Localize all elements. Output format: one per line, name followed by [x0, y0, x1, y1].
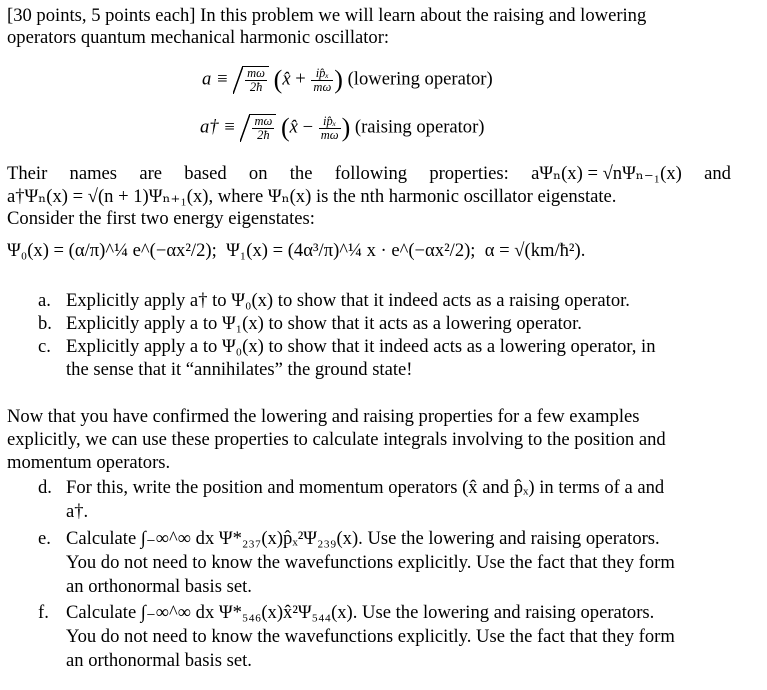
properties-word: and — [704, 163, 731, 184]
part-text-line: an orthonormal basis set. — [66, 650, 252, 671]
part-text: Explicitly apply a to Ψ₁(x) to show that it acts as a lowering operator. — [66, 313, 582, 334]
properties-line-3: Consider the first two energy eigenstates: — [7, 208, 315, 229]
raising-operator-equation: a† ≡ $\frac{m\omega}{2ħ}$ (x̂ − $\frac{\text{ip̂ₓ}}{m\omega}$ ) (raising operator) — [200, 113, 485, 142]
psi1-formula: Ψ₁(x) = (4α³/π)^¼ x · e^(−αx²/2); — [226, 240, 476, 261]
lowering-lhs: a ≡ — [202, 68, 229, 90]
properties-word: following — [334, 163, 408, 184]
sqrt-prefactor: $\frac{m\omega}{2ħ}$ — [240, 114, 276, 142]
properties-word: Their — [7, 163, 48, 184]
bridge-line-3: momentum operators. — [7, 452, 171, 473]
part-text-line: You do not need to know the wavefunctions explicitly. Use the fact that they form — [66, 552, 675, 573]
part-label: b. — [38, 313, 52, 334]
eigenstates-line — [7, 240, 585, 262]
bridge-line-2: explicitly, we can use these properties to calculate integrals involving to the position and — [7, 429, 666, 450]
part-label: c. — [38, 336, 51, 357]
lowering-note: (lowering operator) — [347, 68, 493, 90]
raising-note: (raising operator) — [354, 116, 485, 138]
properties-word: are — [139, 163, 163, 184]
part-text-line: You do not need to know the wavefunctions explicitly. Use the fact that they form — [66, 626, 675, 647]
part-label: a. — [38, 290, 51, 311]
properties-word: names — [69, 163, 118, 184]
sqrt-prefactor: $\frac{m\omega}{2ħ}$ — [233, 66, 269, 94]
part-label: e. — [38, 528, 51, 549]
properties-line-1 — [7, 163, 731, 185]
part-text-line: Calculate ∫₋∞^∞ dx Ψ*₂₃₇(x)p̂ₓ²Ψ₂₃₉(x). Use the lowering and raising operators. — [66, 528, 660, 549]
part-text-line: Calculate ∫₋∞^∞ dx Ψ*₅₄₆(x)x̂²Ψ₅₄₄(x). Use the lowering and raising operators. — [66, 602, 655, 623]
intro-line-2: operators quantum mechanical harmonic oscillator: — [7, 27, 390, 48]
psi0-formula: Ψ₀(x) = (α/π)^¼ e^(−αx²/2); — [7, 240, 217, 261]
part-text-line: an orthonormal basis set. — [66, 576, 252, 597]
part-text-continued: the sense that it “annihilates” the ground state! — [66, 359, 413, 380]
bridge-line-1: Now that you have confirmed the lowering and raising properties for a few examples — [7, 406, 640, 427]
properties-word: properties: — [429, 163, 509, 184]
properties-word: on — [248, 163, 268, 184]
part-text: Explicitly apply a to Ψ₀(x) to show that it indeed acts as a lowering operator, in — [66, 336, 656, 357]
alpha-definition: α = √(km/ħ²). — [484, 240, 586, 261]
properties-line-2: a†Ψₙ(x) = √(n + 1)Ψₙ₊₁(x), where Ψₙ(x) is the nth harmonic oscillator eigenstate. — [7, 186, 617, 207]
part-text-line: a†. — [66, 501, 89, 522]
part-label: f. — [38, 602, 49, 623]
properties-word: aΨₙ(x) = √nΨₙ₋₁(x) — [531, 163, 682, 184]
raising-lhs: a† ≡ — [200, 116, 236, 138]
part-text: Explicitly apply a† to Ψ₀(x) to show that it indeed acts as a raising operator. — [66, 290, 630, 311]
properties-word: based — [184, 163, 227, 184]
lowering-operator-equation: a ≡ $\frac{m\omega}{2ħ}$ (x̂ + $\frac{\text{ip̂ₓ}}{m\omega}$ ) (lowering operator) — [202, 65, 493, 94]
properties-word: the — [289, 163, 313, 184]
part-label: d. — [38, 477, 52, 498]
part-text-line: For this, write the position and momentum operators (x̂ and p̂ₓ) in terms of a and — [66, 477, 665, 498]
intro-line-1: [30 points, 5 points each] In this problem we will learn about the raising and lowering — [7, 5, 647, 26]
